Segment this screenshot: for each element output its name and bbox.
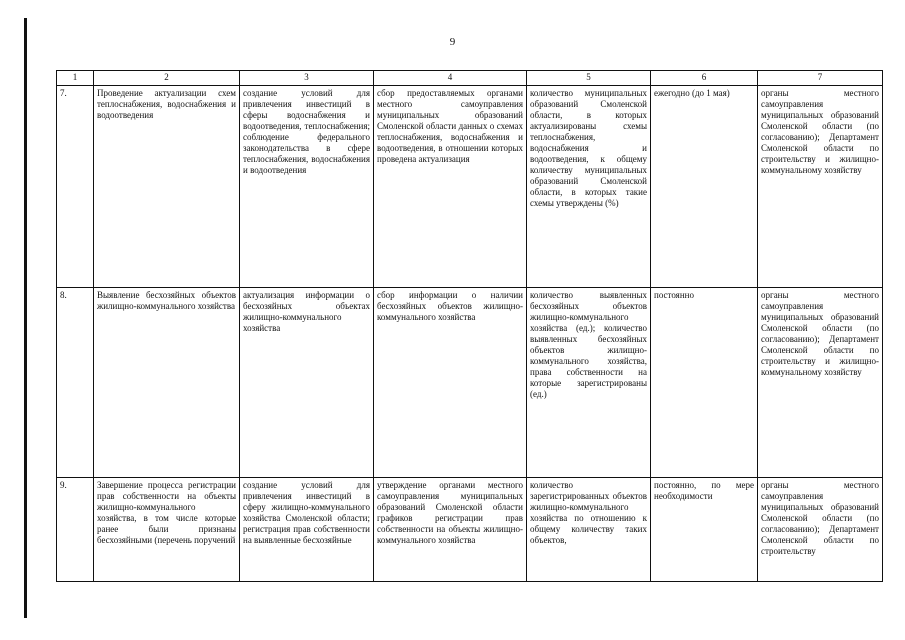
header-col-4: 4 [374, 71, 527, 86]
row-number: 8. [57, 288, 94, 478]
row-number: 7. [57, 86, 94, 288]
header-row [57, 71, 883, 86]
header-col-3: 3 [240, 71, 374, 86]
measure-method: утверждение органами местного самоуправления муниципальных образований Смоленской области графиков регистрации прав собственности на объекты жилищно-коммунального хозяйства [374, 478, 527, 582]
measure-goal: создание условий для привлечения инвестиций в сферы водоснабжения и водоотведения, теплоснабжения; соблюдение федерального законодательства в сфере теплоснабжения, водоснабжения и водоотведения [240, 86, 374, 288]
measure-goal: создание условий для привлечения инвестиций в сферу жилищно-коммунального хозяйства Смоленской области; регистрация прав собственности на выявленные бесхозяйные [240, 478, 374, 582]
table-row [57, 478, 883, 582]
table-row [57, 288, 883, 478]
header-col-5: 5 [527, 71, 651, 86]
row-number: 9. [57, 478, 94, 582]
header-col-2: 2 [94, 71, 240, 86]
measure-responsible: органы местного самоуправления муниципальных образований Смоленской области (по согласованию); Департамент Смоленской области по строительству [758, 478, 883, 582]
measure-method: сбор информации о наличии бесхозяйных объектов жилищно-коммунального хозяйства [374, 288, 527, 478]
measure-deadline: постоянно [651, 288, 758, 478]
measure-indicator: количество выявленных бесхозяйных объектов жилищно-коммунального хозяйства (ед.); количество выявленных бесхозяйных объектов жилищно-коммунального хозяйства, права собственности на которые зарегистрированы (ед.) [527, 288, 651, 478]
table-row [57, 86, 883, 288]
header-col-6: 6 [651, 71, 758, 86]
measure-name: Выявление бесхозяйных объектов жилищно-коммунального хозяйства [94, 288, 240, 478]
measure-method: сбор предоставляемых органами местного самоуправления муниципальных образований Смоленской области данных о схемах теплоснабжения, водоснабжения и водоотведения, в отношении которых проведена актуализация [374, 86, 527, 288]
binding-margin-line [24, 18, 27, 618]
page-number: 9 [449, 36, 456, 48]
measure-name: Проведение актуализации схем теплоснабжения, водоснабжения и водоотведения [94, 86, 240, 288]
measure-name: Завершение процесса регистрации прав собственности на объекты жилищно-коммунального хозяйства, в том числе которые ранее были признаны бесхозяйными (перечень поручений [94, 478, 240, 582]
measure-indicator: количество зарегистрированных объектов жилищно-коммунального хозяйства по отношению к общему количеству таких объектов, [527, 478, 651, 582]
measure-deadline: постоянно, по мере необходимости [651, 478, 758, 582]
measure-indicator: количество муниципальных образований Смоленской области, в которых актуализированы схемы теплоснабжения, водоснабжения и водоотведения, к общему количеству муниципальных образований Смоленской области, в которых такие схемы утверждены (%) [527, 86, 651, 288]
measure-responsible: органы местного самоуправления муниципальных образований Смоленской области (по согласованию); Департамент Смоленской области по строительству и жилищно-коммунальному хозяйству [758, 86, 883, 288]
measure-goal: актуализация информации о бесхозяйных объектах жилищно-коммунального хозяйства [240, 288, 374, 478]
measure-responsible: органы местного самоуправления муниципальных образований Смоленской области (по согласованию); Департамент Смоленской области по строительству и жилищно-коммунальному хозяйству [758, 288, 883, 478]
measure-deadline: ежегодно (до 1 мая) [651, 86, 758, 288]
header-col-7: 7 [758, 71, 883, 86]
header-col-1: 1 [57, 71, 94, 86]
measures-table [56, 70, 883, 582]
